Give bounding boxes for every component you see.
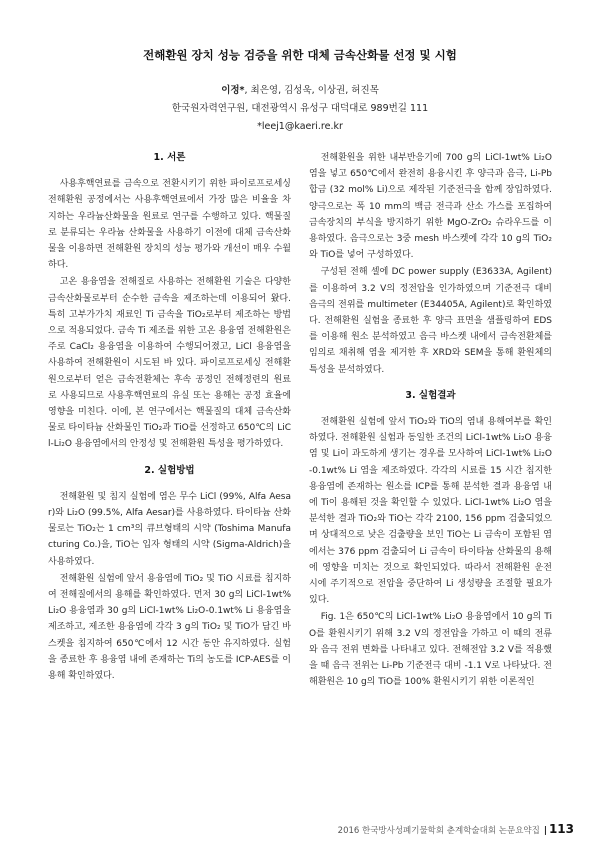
section-heading-methods: 2. 실험방법 xyxy=(144,464,195,476)
author-line xyxy=(0,82,600,100)
conference-name: 2016 한국방사성폐기물학회 춘계학술대회 논문요약집 xyxy=(337,826,540,836)
coauthors: , 최은영, 김성욱, 이상권, 허진목 xyxy=(244,85,379,96)
methods-paragraph-3: 전해환원을 위한 내부반응기에 700 g의 LiCl-1wt% Li₂O 염을 넣고 650℃에서 완전히 용융시킨 후 양극과 음극, Li-Pb 합금 (32 mol% Li)으로 제작된 기준전극을 함께 장입하였다. 양극으로는 폭 10 mm의 백금 전극과 산소 가스를 포집하여 금속장치의 부식을 방지하기 위한 MgO-ZrO₂ 슈라우드를 이용하였다. 음극으로는 3중 mesh 바스켓에 각각 10 g의 TiO₂와 TiO를 넣어 구성하였다. xyxy=(309,153,552,261)
lead-author: 이정* xyxy=(221,85,245,96)
methods-paragraph-1: 전해환원 및 침지 실험에 염은 무수 LiCl (99%, Alfa Aesar)와 Li₂O (99.5%, Alfa Aesar)를 사용하였다. 타이타늄 산화물로는 TiO₂는 1 cm³의 큐브형태의 시약 (Toshima Manufacturing Co.)을, TiO는 입자 형태의 시약 (Sigma-Aldrich)을 사용하였다. xyxy=(48,491,291,567)
email: *leej1@kaeri.re.kr xyxy=(257,121,343,132)
right-column xyxy=(309,150,552,691)
paper-title: 전해환원 장치 성능 검증을 위한 대체 금속산화물 선정 및 시험 xyxy=(143,48,457,62)
author-block xyxy=(0,82,600,136)
results-paragraph-1: 전해환원 실험에 앞서 TiO₂와 TiO의 염내 용해여부를 확인하였다. 전해환원 실험과 동일한 조건의 LiCl-1wt% Li₂O 용융염 및 Li이 과도하게 생기는 경우를 모사하여 LiCl-1wt% Li₂O-0.1wt% Li 염을 제조하였다. 각각의 시료를 15 시간 침지한 용융염에 존재하는 원소를 ICP를 통해 분석한 결과 용융염 내에 Ti이 용해된 것을 확인할 수 있었다. LiCl-1wt% Li₂O 염을 분석한 결과 TiO₂와 TiO는 각각 2100, 156 ppm 검출되었으며 상대적으로 낮은 검출량을 보인 TiO는 Li 금속이 포함된 염에서는 376 ppm 검출되어 Li 금속이 타이타늄 산화물의 용해에 영향을 미치는 것으로 확인되었다. 따라서 전해환원 운전 시에 주기적으로 전압을 중단하여 Li 생성량을 조절할 필요가 있다. xyxy=(309,417,552,606)
intro-paragraph-2: 고온 용융염을 전해질로 사용하는 전해환원 기술은 다양한 금속산화물로부터 순수한 금속을 제조하는데 이용되어 왔다. 특히 고부가가치 재료인 Ti 금속을 TiO₂로부터 제조하는 방법으로 적용되었다. 금속 Ti 제조를 위한 고온 용융염 전해환원은 주로 CaCl₂ 용융염을 이용하여 수행되어졌고, LiCl 용융염을 사용하여 전해환원이 시도된 바 있다. 파이로프로세싱 전해환원으로부터 얻은 금속전환체는 후속 공정인 전해정련의 원료로 사용되므로 사용후핵연료의 유실 또는 용해는 공정 효율에 영향을 미친다. 이에, 본 연구에서는 핵물질의 대체 금속산화물로 타이타늄 산화물인 TiO₂과 TiO를 선정하고 650℃의 LiCl-Li₂O 용융염에서의 안정성 및 전해환원 특성을 평가하였다. xyxy=(48,277,291,450)
left-column xyxy=(48,150,291,684)
page-number: 113 xyxy=(548,822,574,836)
results-paragraph-2: Fig. 1은 650℃의 LiCl-1wt% Li₂O 용융염에서 10 g의 TiO를 환원시키기 위해 3.2 V의 정전압을 가하고 이 때의 전류와 음극 전위 변화를 나타내고 있다. 전해전압 3.2 V를 적용했을 때 음극 전위는 Li-Pb 기준전극 대비 -1.1 V로 나타났다. 전해환원은 10 g의 TiO를 100% 환원시키기 위한 이론적인 xyxy=(309,612,552,688)
affiliation: 한국원자력연구원, 대전광역시 유성구 대덕대로 989번길 111 xyxy=(171,103,429,114)
intro-paragraph-1: 사용후핵연료를 금속으로 전환시키기 위한 파이로프로세싱 전해환원 공정에서는 사용후핵연료에서 가장 많은 비율을 차지하는 우라늄산화물을 원료로 연구를 수행하고 있다. 핵물질로 분류되는 우라늄 산화물을 사용하기 이전에 대체 금속산화물을 이용하면 전해환원 장치의 성능 평가와 개선이 매우 수월하다. xyxy=(48,179,291,271)
section-heading-intro: 1. 서론 xyxy=(153,152,186,163)
section-heading-results: 3. 실험결과 xyxy=(405,389,456,401)
methods-paragraph-4: 구성된 전해 셀에 DC power supply (E3633A, Agilent)를 이용하여 3.2 V의 정전압을 인가하였으며 기준전극 대비 음극의 전위를 multimeter (E34405A, Agilent)로 확인하였다. 전해환원 실험을 종료한 후 양극 표면을 샘플링하여 EDS를 이용해 원소 분석하였고 음극 바스켓 내에서 금속전환체를 임의로 채취해 염을 제거한 후 XRD와 SEM을 통해 환원체의 특성을 분석하였다. xyxy=(309,267,552,375)
footer-separator: | xyxy=(543,826,547,836)
methods-paragraph-2: 전해환원 실험에 앞서 용융염에 TiO₂ 및 TiO 시료를 침지하여 전해질에서의 용해를 확인하였다. 먼저 30 g의 LiCl-1wt% Li₂O 용융염과 30 g의 LiCl-1wt% Li₂O-0.1wt% Li 용융염을 제조하고, 제조한 용융염에 각각 3 g의 TiO₂ 및 TiO가 담긴 바스켓을 침지하여 650℃에서 12 시간 동안 유지하였다. 실험을 종료한 후 용융염 내에 존재하는 Ti의 농도를 ICP-AES를 이용해 확인하였다. xyxy=(48,573,291,682)
page-footer xyxy=(338,822,574,836)
